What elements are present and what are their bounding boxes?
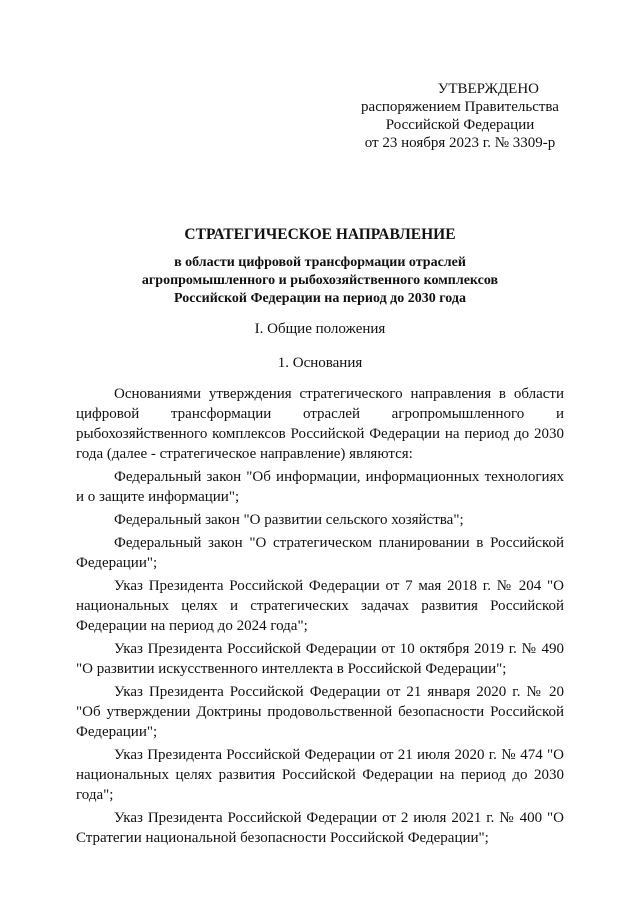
chapter-heading: I. Общие положения: [254, 321, 386, 337]
body-text: [76, 384, 564, 851]
paragraph: Федеральный закон "Об информации, информационных технологиях и о защите информации";: [76, 469, 564, 505]
paragraph: Указ Президента Российской Федерации от 21 июля 2020 г. № 474 "О национальных целях развития Российской Федерации на период до 2030 года";: [76, 747, 564, 803]
document-subtitle-line: агропромышленного и рыбохозяйственного комплексов: [141, 273, 499, 288]
paragraph: Федеральный закон "О стратегическом планировании в Российской Федерации";: [76, 535, 564, 571]
approval-heading: УТВЕРЖДЕНО: [437, 81, 539, 97]
paragraph: Федеральный закон "О развитии сельского хозяйства";: [114, 512, 464, 528]
approval-line: от 23 ноября 2023 г. № 3309-р: [364, 135, 556, 151]
paragraph: Указ Президента Российской Федерации от 21 января 2020 г. № 20 "Об утверждении Доктрины продовольственной безопасности Российской Федерации";: [76, 684, 564, 740]
subsection-heading: 1. Основания: [277, 355, 363, 371]
approval-line: Российской Федерации: [385, 117, 535, 133]
document-title-block: [60, 226, 580, 308]
paragraph: Указ Президента Российской Федерации от 7 мая 2018 г. № 204 "О национальных целях и стратегических задачах развития Российской Федерации на период до 2024 года";: [76, 578, 564, 634]
document-title: СТРАТЕГИЧЕСКОЕ НАПРАВЛЕНИЕ: [184, 226, 456, 243]
approval-line: распоряжением Правительства: [361, 99, 559, 115]
approval-stamp: [340, 80, 580, 152]
document-subtitle-line: в области цифровой трансформации отраслей: [174, 255, 466, 270]
document-subtitle-line: Российской Федерации на период до 2030 года: [174, 291, 466, 306]
paragraph: Указ Президента Российской Федерации от 10 октября 2019 г. № 490 "О развитии искусственного интеллекта в Российской Федерации";: [76, 641, 564, 677]
paragraph: Указ Президента Российской Федерации от 2 июля 2021 г. № 400 "О Стратегии национальной безопасности Российской Федерации";: [76, 810, 564, 846]
paragraph: Основаниями утверждения стратегического направления в области цифровой трансформации отраслей агропромышленного и рыбохозяйственного комплексов Российской Федерации на период до 2030 года (далее - стратегическое направление) являются:: [76, 386, 564, 462]
